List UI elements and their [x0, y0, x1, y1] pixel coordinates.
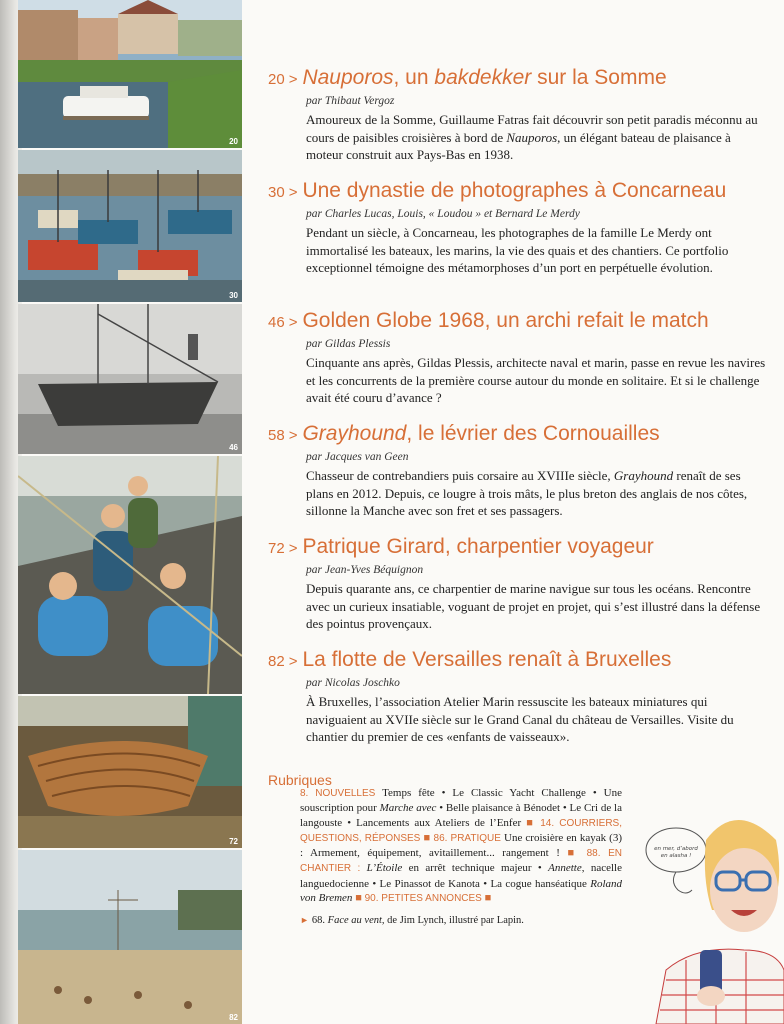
comic-credit[interactable]: ► 68. Face au vent, de Jim Lynch, illustré par Lapin. — [300, 915, 524, 926]
entry-author: par Nicolas Joschko — [306, 677, 400, 689]
rubrique-courriers[interactable]: 14. COURRIERS, QUESTIONS, RÉPONSES — [300, 817, 623, 844]
rubrique-nouvelles[interactable]: 8. NOUVELLES — [300, 788, 376, 799]
toc-entry-nauporos[interactable] — [268, 66, 768, 164]
entry-heading: 20 > Nauporos, un bakdekker sur la Somme — [268, 66, 667, 89]
entry-author: par Jacques van Geen — [306, 451, 409, 463]
photo-page-number: 82 — [229, 1013, 238, 1022]
entry-heading: 46 > Golden Globe 1968, un archi refait le match — [268, 309, 709, 332]
entry-description: À Bruxelles, l’association Atelier Marin ressuscite les bateaux miniatures qui naviguaient au XVIIe siècle sur le Grand Canal du château de Versailles. Visite du chantier du premier de ces «enfants de vaisseaux». — [306, 694, 734, 744]
entry-heading: 58 > Grayhound, le lévrier des Cornouailles — [268, 422, 660, 445]
rubriques-list: 8. NOUVELLES Temps fête • Le Classic Yacht Challenge • Une souscription pour Marche avec • Belle plaisance à Bénodet • Le Cri de la langouste • Lancements aux Ateliers de l’Enfer ■ 14. COURRIERS, QUESTIONS, RÉPONSES ■ 86. PRATIQUE Une croisière en kayak (3) : Armement, équipement, avitaillement... rangement ! ■ 88. EN CHANTIER : L’Étoile en arrêt technique majeur • Annette, nacelle languedocienne • Le Pinassot de Kanota • La cogue hanséatique Roland von Bremen ■ 90. PETITES ANNONCES ■ — [300, 787, 623, 905]
toc-entry-patrique-girard[interactable] — [268, 535, 768, 633]
entry-author: par Charles Lucas, Louis, « Loudou » et Bernard Le Merdy — [306, 208, 580, 220]
rubriques-title: Rubriques — [268, 772, 332, 788]
entry-author: par Thibaut Vergoz — [306, 95, 395, 107]
toc-entry-golden-globe[interactable] — [268, 309, 768, 407]
entry-heading: 30 > Une dynastie de photographes à Concarneau — [268, 179, 727, 202]
entry-author: par Jean-Yves Béquignon — [306, 564, 424, 576]
entry-description: Depuis quarante ans, ce charpentier de marine navigue sur tous les océans. Rencontre avec un curieux insatiable, voguant de projet en projet, qui s’est illustré dans la défense des pointus provençaux. — [306, 581, 761, 631]
photo-wooden-boat-workshop — [18, 696, 242, 848]
toc-entry-versailles[interactable] — [268, 648, 768, 746]
entry-author: par Gildas Plessis — [306, 338, 391, 350]
photo-canal-boat — [18, 0, 242, 148]
entry-heading: 82 > La flotte de Versailles renaît à Bruxelles — [268, 648, 672, 671]
photo-page-number: 20 — [229, 137, 238, 146]
photo-grayhound-crew — [18, 456, 242, 694]
rubrique-en-chantier[interactable]: 88. EN CHANTIER : — [300, 848, 622, 875]
illustration-woman-glasses — [636, 800, 784, 1024]
toc-entry-concarneau[interactable] — [268, 179, 768, 277]
photo-strip — [18, 0, 242, 1024]
toc-entry-grayhound[interactable] — [268, 422, 768, 520]
photo-page-number: 72 — [229, 837, 238, 846]
entry-description: Pendant un siècle, à Concarneau, les photographes de la famille Le Merdy ont immortalisé les bateaux, les marins, la vie des quais et des chantiers. Ce portfolio exceptionnel témoigne des métamorphoses d’un port en perpétuelle évolution. — [306, 225, 729, 275]
photo-page-number: 46 — [229, 443, 238, 452]
speech-bubble-text: en mer, d’abord en alasha ! — [654, 846, 698, 859]
photo-concarneau-harbour — [18, 150, 242, 302]
photo-golden-globe-bw — [18, 304, 242, 454]
entry-description: Cinquante ans après, Gildas Plessis, architecte naval et marin, passe en revue les navires et les concurrents de la première course autour du monde en solitaire. Et si le challenge avait été couru d’avance ? — [306, 355, 766, 405]
triangle-marker-icon: ► — [300, 915, 309, 925]
entry-description: Amoureux de la Somme, Guillaume Fatras fait découvrir son petit paradis méconnu au cours de paisibles croisières à bord de Nauporos, un élégant bateau de plaisance à moteur construit aux Pays-Bas en 1938. — [306, 112, 758, 162]
photo-page-number: 30 — [229, 291, 238, 300]
rubrique-pratique[interactable]: 86. PRATIQUE — [433, 832, 501, 844]
rubrique-petites-annonces[interactable]: 90. PETITES ANNONCES — [364, 893, 482, 905]
entry-description: Chasseur de contrebandiers puis corsaire au XVIIIe siècle, Grayhound renaît de ses plans en 2012. Depuis, ce lougre à trois mâts, le plus breton des anglais de nos côtes, sillonne la Manche avec son fret et ses passagers. — [306, 468, 748, 518]
photo-versailles-painting — [18, 850, 242, 1024]
entry-heading: 72 > Patrique Girard, charpentier voyageur — [268, 535, 654, 558]
